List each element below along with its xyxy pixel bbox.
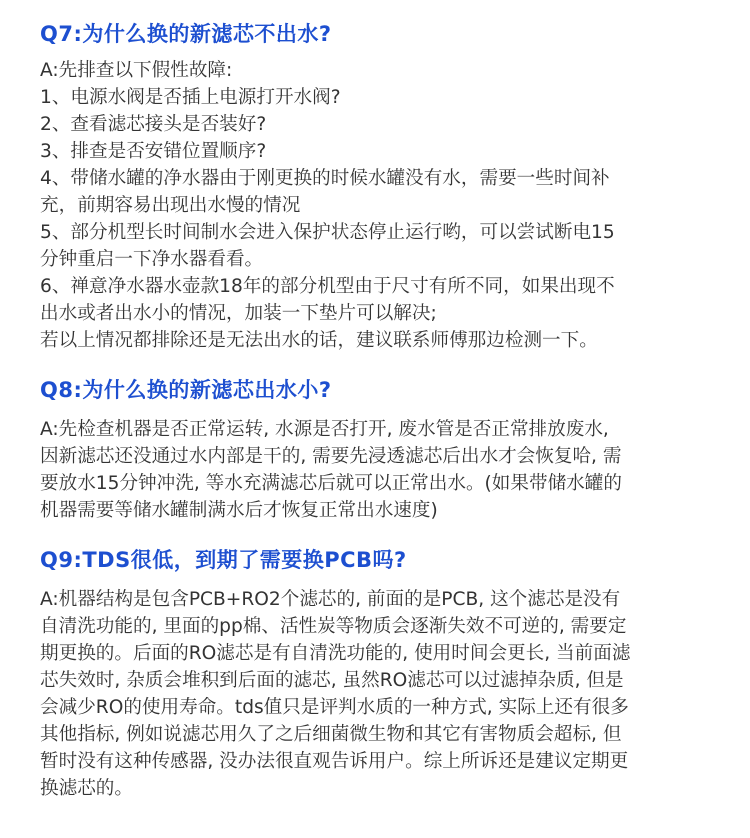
answer-line: 换滤芯的。 — [40, 778, 133, 799]
answer-line: A:机器结构是包含PCB+RO2个滤芯的, 前面的是PCB, 这个滤芯是没有 — [40, 589, 621, 610]
faq-section-q7 — [40, 16, 716, 354]
answer-line: 出水或者出水小的情况，加装一下垫片可以解决; — [40, 303, 437, 324]
answer-q9 — [40, 586, 716, 802]
answer-line: A:先排查以下假性故障: — [40, 60, 233, 81]
answer-line: 机器需要等储水罐制满水后才恢复正常出水速度) — [40, 500, 438, 521]
answer-line: 5、部分机型长时间制水会进入保护状态停止运行哟，可以尝试断电15 — [40, 222, 615, 243]
answer-line: A:先检查机器是否正常运转, 水源是否打开, 废水管是否正常排放废水, — [40, 419, 609, 440]
answer-line: 期更换的。后面的RO滤芯是有自清洗功能的, 使用时间会更长, 当前面滤 — [40, 643, 631, 664]
answer-line: 若以上情况都排除还是无法出水的话，建议联系师傅那边检测一下。 — [40, 330, 598, 351]
answer-line: 其他指标, 例如说滤芯用久了之后细菌微生物和其它有害物质会超标, 但 — [40, 724, 622, 745]
answer-line: 3、排查是否安错位置顺序? — [40, 141, 267, 162]
answer-line: 因新滤芯还没通过水内部是干的, 需要先浸透滤芯后出水才会恢复哈, 需 — [40, 446, 622, 467]
answer-q8 — [40, 416, 716, 524]
faq-section-q8 — [40, 372, 716, 524]
question-title-q9: Q9:TDS很低，到期了需要换PCB吗? — [40, 548, 407, 572]
answer-q7 — [40, 57, 716, 354]
answer-line: 1、电源水阀是否插上电源打开水阀? — [40, 87, 341, 108]
answer-line: 自清洗功能的, 里面的pp棉、活性炭等物质会逐渐失效不可逆的, 需要定 — [40, 616, 627, 637]
answer-line: 会减少RO的使用寿命。tds值只是评判水质的一种方式, 实际上还有很多 — [40, 697, 629, 718]
answer-line: 充，前期容易出现出水慢的情况 — [40, 195, 301, 216]
answer-line: 4、带储水罐的净水器由于刚更换的时候水罐没有水，需要一些时间补 — [40, 168, 610, 189]
answer-line: 要放水15分钟冲洗, 等水充满滤芯后就可以正常出水。(如果带储水罐的 — [40, 473, 622, 494]
answer-line: 6、禅意净水器水壶款18年的部分机型由于尺寸有所不同，如果出现不 — [40, 276, 615, 297]
answer-line: 2、查看滤芯接头是否装好? — [40, 114, 267, 135]
answer-line: 分钟重启一下净水器看看。 — [40, 249, 264, 270]
question-title-q7: Q7:为什么换的新滤芯不出水? — [40, 22, 332, 46]
question-title-q8: Q8:为什么换的新滤芯出水小? — [40, 378, 332, 402]
answer-line: 暂时没有这种传感器, 没办法很直观告诉用户。综上所诉还是建议定期更 — [40, 751, 629, 772]
answer-line: 芯失效时, 杂质会堆积到后面的滤芯, 虽然RO滤芯可以过滤掉杂质, 但是 — [40, 670, 624, 691]
faq-section-q9 — [40, 542, 716, 802]
